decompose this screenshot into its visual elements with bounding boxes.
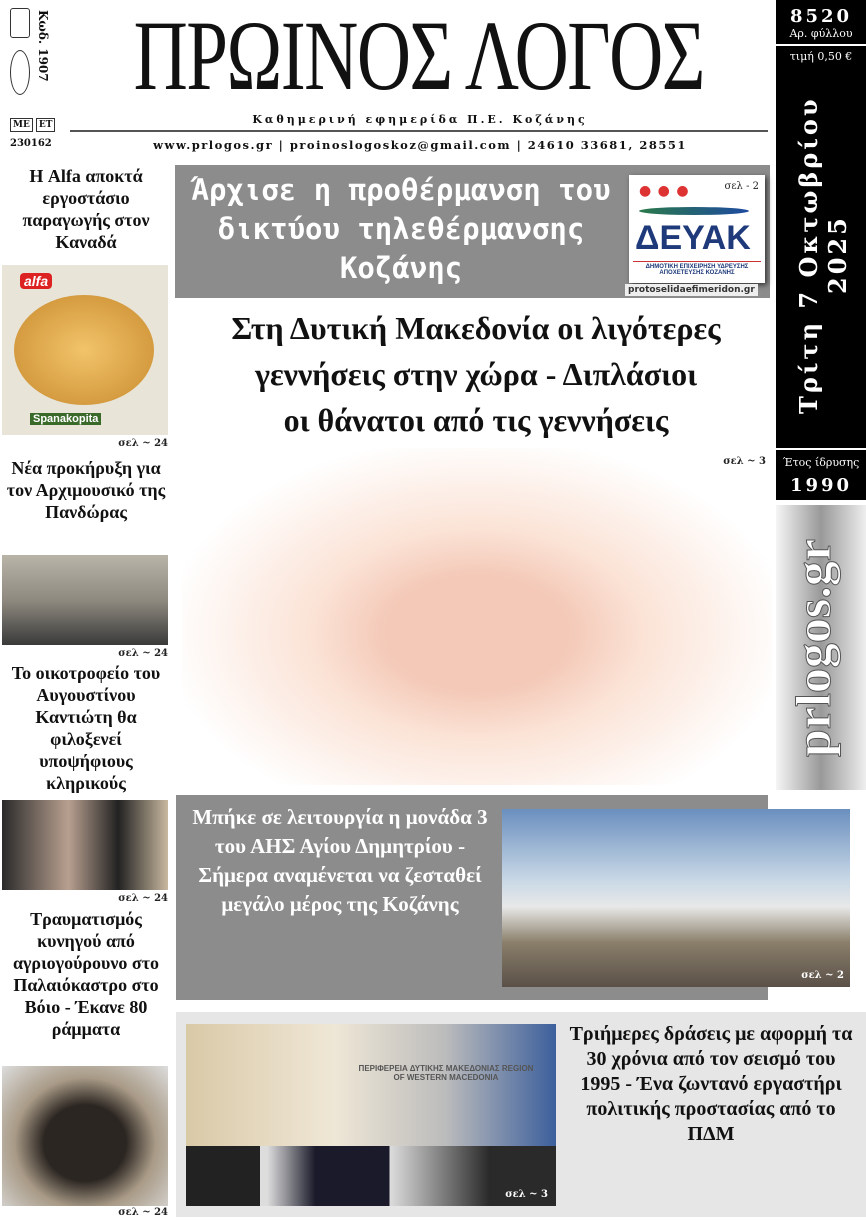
page-ref: σελ ~ 2 [801, 970, 844, 981]
alfa-logo: alfa [20, 273, 52, 289]
page-ref: σελ ~ 24 [118, 1207, 168, 1218]
story-headline[interactable]: Η Alfa αποκτά εργοστάσιο παραγωγής στον Καναδά [22, 166, 150, 252]
deyak-logo [629, 175, 765, 283]
power-plant-photo [502, 809, 850, 987]
parade-photo [2, 555, 168, 645]
issue-number: 8520 [789, 6, 853, 27]
story-headline[interactable]: Τραυματισμός κυνηγού από αγριογούρουνο στο Παλαιόκαστρο στο Βόιο - Έκανε 80 ράμματα [12, 909, 160, 1039]
logo-subtitle: ΔΗΜΟΤΙΚΗ ΕΠΙΧΕΙΡΗΣΗ ΥΔΡΕΥΣΗΣ ΑΠΟΧΕΤΕΥΣΗΣ ΚΟΖΑΝΗΣ [633, 261, 761, 276]
story-headline[interactable]: Νέα προκήρυξη για τον Αρχιμουσικό της Πανδώρας [6, 458, 166, 522]
clergy-photo [2, 800, 168, 890]
founded [776, 448, 866, 496]
divider [776, 44, 866, 46]
story-headline: Μπήκε σε λειτουργία η μονάδα 3 του ΑΗΣ Αγίου Δημητρίου - Σήμερα αναμένεται να ζεσταθεί μεγάλο μέρος της Κοζάνης [192, 805, 488, 916]
main-headline[interactable] [182, 305, 770, 443]
earthquake-story[interactable] [176, 1012, 866, 1217]
image-text: ΠΕΡΙΦΕΡΕΙΑ ΔΥΤΙΚΗΣ ΜΑΚΕΔΟΝΙΑΣ REGION OF WESTERN MACEDONIA [358, 1064, 534, 1082]
story-headline[interactable]: Το οικοτροφείο του Αυγουστίνου Καντιώτη θα φιλοξενεί υποψήφιους κληρικούς [11, 663, 161, 793]
page-ref: σελ ~ 24 [118, 648, 168, 659]
page-ref: σελ ~ 24 [118, 438, 168, 449]
masthead [70, 2, 770, 110]
story-headline: Τριήμερες δράσεις με αφορμή τα 30 χρόνια από τον σεισμό του 1995 - Ένα ζωντανό εργαστήρι πολιτικής προστασίας από το ΠΔΜ [569, 1023, 853, 1145]
tagline: Καθημερινή εφημερίδα Π.Ε. Κοζάνης [252, 113, 588, 126]
story-headline: Άρχισε η προθέρμανση του δικτύου τηλεθέρμανσης Κοζάνης [191, 173, 611, 285]
seal-icon [10, 50, 30, 95]
site-label: prlogos.gr [785, 538, 841, 757]
postal-code: Κωδ. 1907 [36, 10, 50, 82]
top-story[interactable] [175, 165, 770, 298]
met-number: 230162 [10, 138, 52, 149]
watermark: protoselidaefimeridon.gr [625, 284, 758, 296]
logo-name: ΔΕΥΑΚ [635, 219, 751, 257]
emblem-icon [10, 8, 30, 38]
headline-line: γεννήσεις στην χώρα - Διπλάσιοι [255, 356, 697, 392]
founded-label: Έτος ίδρυσης [782, 456, 860, 469]
boar-photo [2, 1066, 168, 1206]
issue-date: Τρίτη 7 Οκτωβρίου 2025 [794, 96, 852, 414]
price: τιμή 0,50 € [789, 50, 853, 63]
site-banner[interactable] [776, 505, 866, 790]
product-photo [2, 265, 168, 435]
page-ref: σελ - 2 [724, 181, 759, 192]
headline-line: Στη Δυτική Μακεδονία οι λιγότερες [231, 310, 721, 346]
issue-label: Αρ. φύλλου [789, 27, 853, 40]
newspaper-title: ΠΡΩΙΝΟΣ ΛΟΓΟΣ [133, 0, 704, 111]
baby-feet-photo [182, 448, 772, 785]
divider [70, 130, 768, 132]
contact-line: www.prlogos.gr | proinoslogoskoz@gmail.com | 24610 33681, 28551 [153, 138, 687, 152]
met-badge [10, 118, 55, 132]
issue-info-bar [776, 0, 866, 500]
page-ref: σελ ~ 3 [723, 456, 766, 467]
met-label: ΕΤ [36, 118, 56, 132]
image-caption: Spanakopita [30, 413, 101, 425]
meeting-photo [186, 1024, 556, 1206]
page-ref: σελ ~ 24 [118, 893, 168, 904]
dots-icon: ● ● ● [639, 183, 690, 199]
founded-year: 1990 [789, 475, 853, 496]
page-ref: σελ ~ 3 [505, 1189, 548, 1200]
power-plant-story[interactable] [176, 795, 844, 1000]
headline-line: οι θάνατοι από τις γεννήσεις [283, 402, 669, 438]
met-label: ΜΕ [10, 118, 33, 132]
